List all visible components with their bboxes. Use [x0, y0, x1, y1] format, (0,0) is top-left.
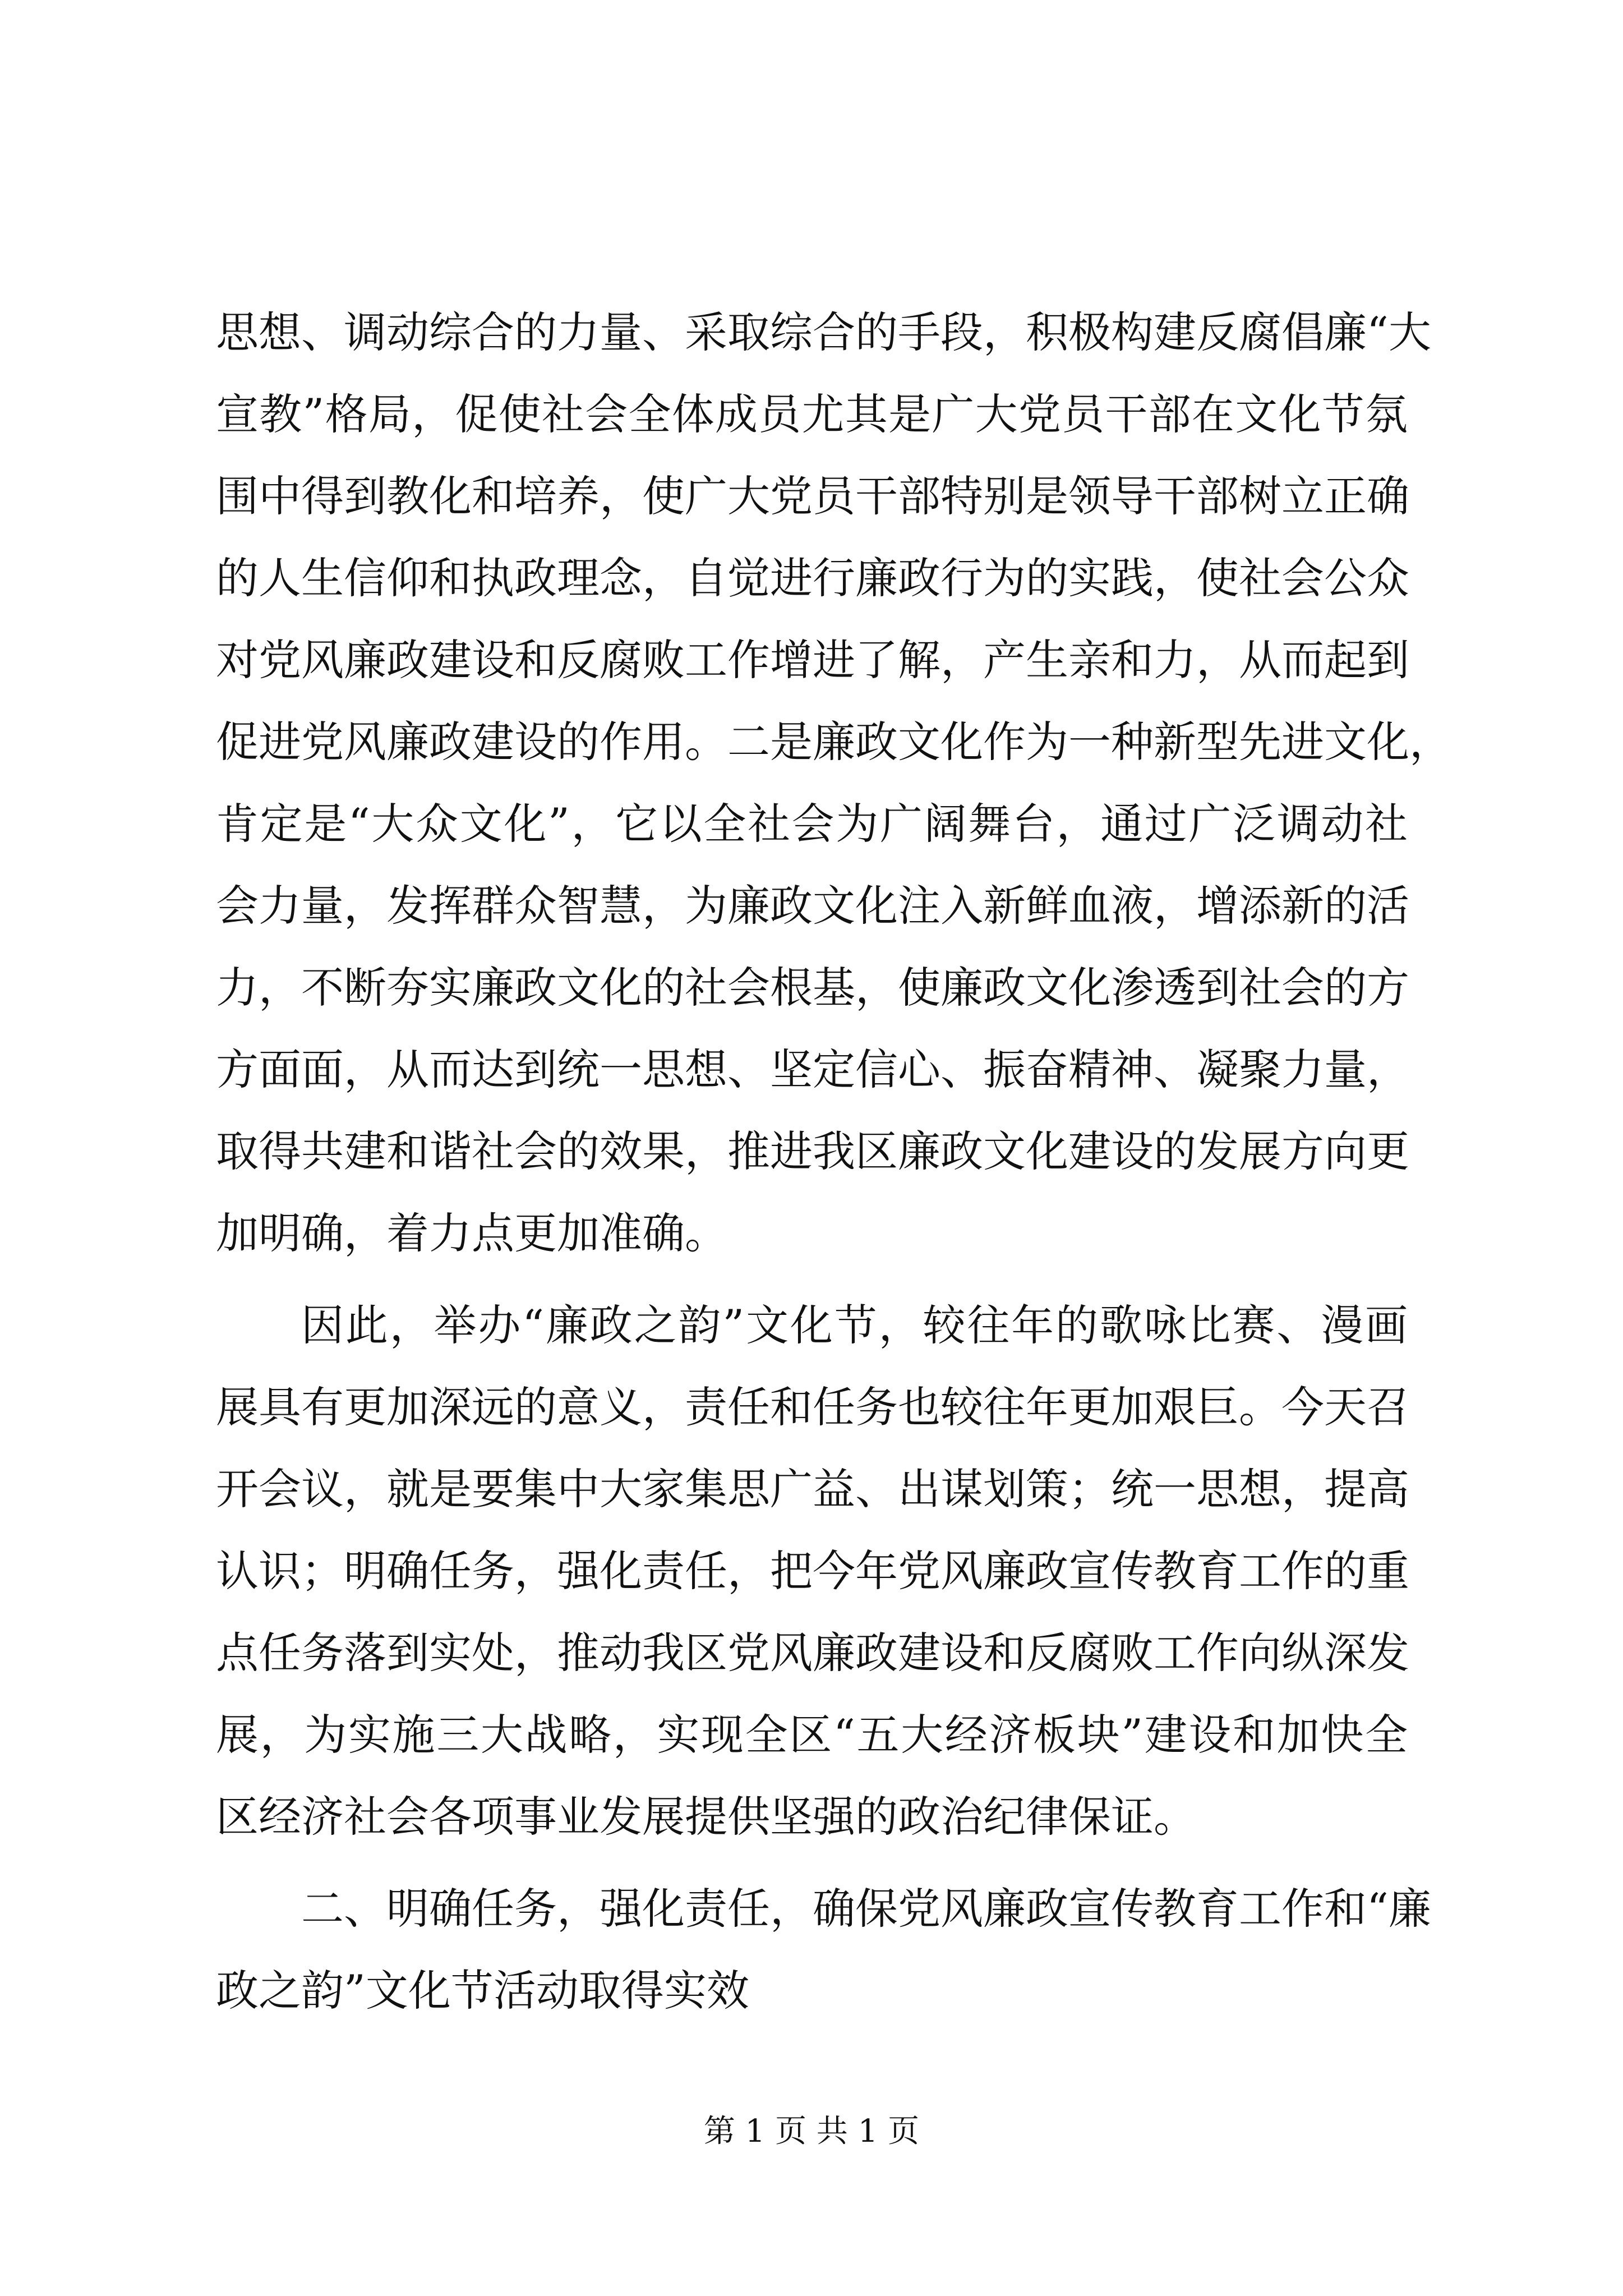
text-line: 点任务落到实处，推动我区党风廉政建设和反腐败工作向纵深发 [216, 1628, 1409, 1678]
paragraph-gap [216, 1274, 1408, 1285]
text-line: 加明确，着力点更加准确。 [216, 1208, 727, 1258]
text-line: 二、明确任务，强化责任，确保党风廉政宣传教育工作和“廉 [301, 1884, 1431, 1934]
paragraph-gap [216, 1858, 1408, 1868]
text-line: 方面面，从而达到统一思想、坚定信心、振奋精神、凝聚力量， [216, 1045, 1409, 1094]
text-line: 对党风廉政建设和反腐败工作增进了解，产生亲和力，从而起到 [216, 635, 1409, 685]
text-line: 力，不断夯实廉政文化的社会根基，使廉政文化渗透到社会的方 [216, 963, 1409, 1013]
paragraph-2 [216, 1285, 1408, 1858]
paragraph-1 [216, 292, 1452, 1274]
text-line: 围中得到教化和培养，使广大党员干部特别是领导干部树立正确 [216, 471, 1409, 521]
text-line: 宣教”格局，促使社会全体成员尤其是广大党员干部在文化节氛 [216, 389, 1408, 439]
text-line: 展，为实施三大战略，实现全区“五大经济板块”建设和加快全 [216, 1710, 1408, 1760]
text-line: 开会议，就是要集中大家集思广益、出谋划策；统一思想，提高 [216, 1464, 1409, 1514]
text-line: 认识；明确任务，强化责任，把今年党风廉政宣传教育工作的重 [216, 1546, 1409, 1596]
text-line: 会力量，发挥群众智慧，为廉政文化注入新鲜血液，增添新的活 [216, 881, 1409, 931]
text-line: 因此，举办“廉政之韵”文化节，较往年的歌咏比赛、漫画 [301, 1300, 1408, 1350]
page-number-footer: 第 1 页 共 1 页 [703, 2113, 920, 2150]
text-line: 展具有更加深远的意义，责任和任务也较往年更加艰巨。今天召 [216, 1382, 1409, 1432]
text-line: 区经济社会各项事业发展提供坚强的政治纪律保证。 [216, 1792, 1196, 1842]
text-line: 肯定是“大众文化”，它以全社会为广阔舞台，通过广泛调动社 [216, 799, 1408, 849]
document-body [216, 292, 1452, 2032]
section-heading [216, 1868, 1431, 2032]
text-line: 思想、调动综合的力量、采取综合的手段，积极构建反腐倡廉“大 [216, 307, 1431, 357]
text-line: 政之韵”文化节活动取得实效 [216, 1966, 749, 2016]
text-line: 的人生信仰和执政理念，自觉进行廉政行为的实践，使社会公众 [216, 553, 1409, 603]
text-line: 取得共建和谐社会的效果，推进我区廉政文化建设的发展方向更 [216, 1126, 1409, 1176]
text-line: 促进党风廉政建设的作用。二是廉政文化作为一种新型先进文化， [216, 717, 1452, 767]
